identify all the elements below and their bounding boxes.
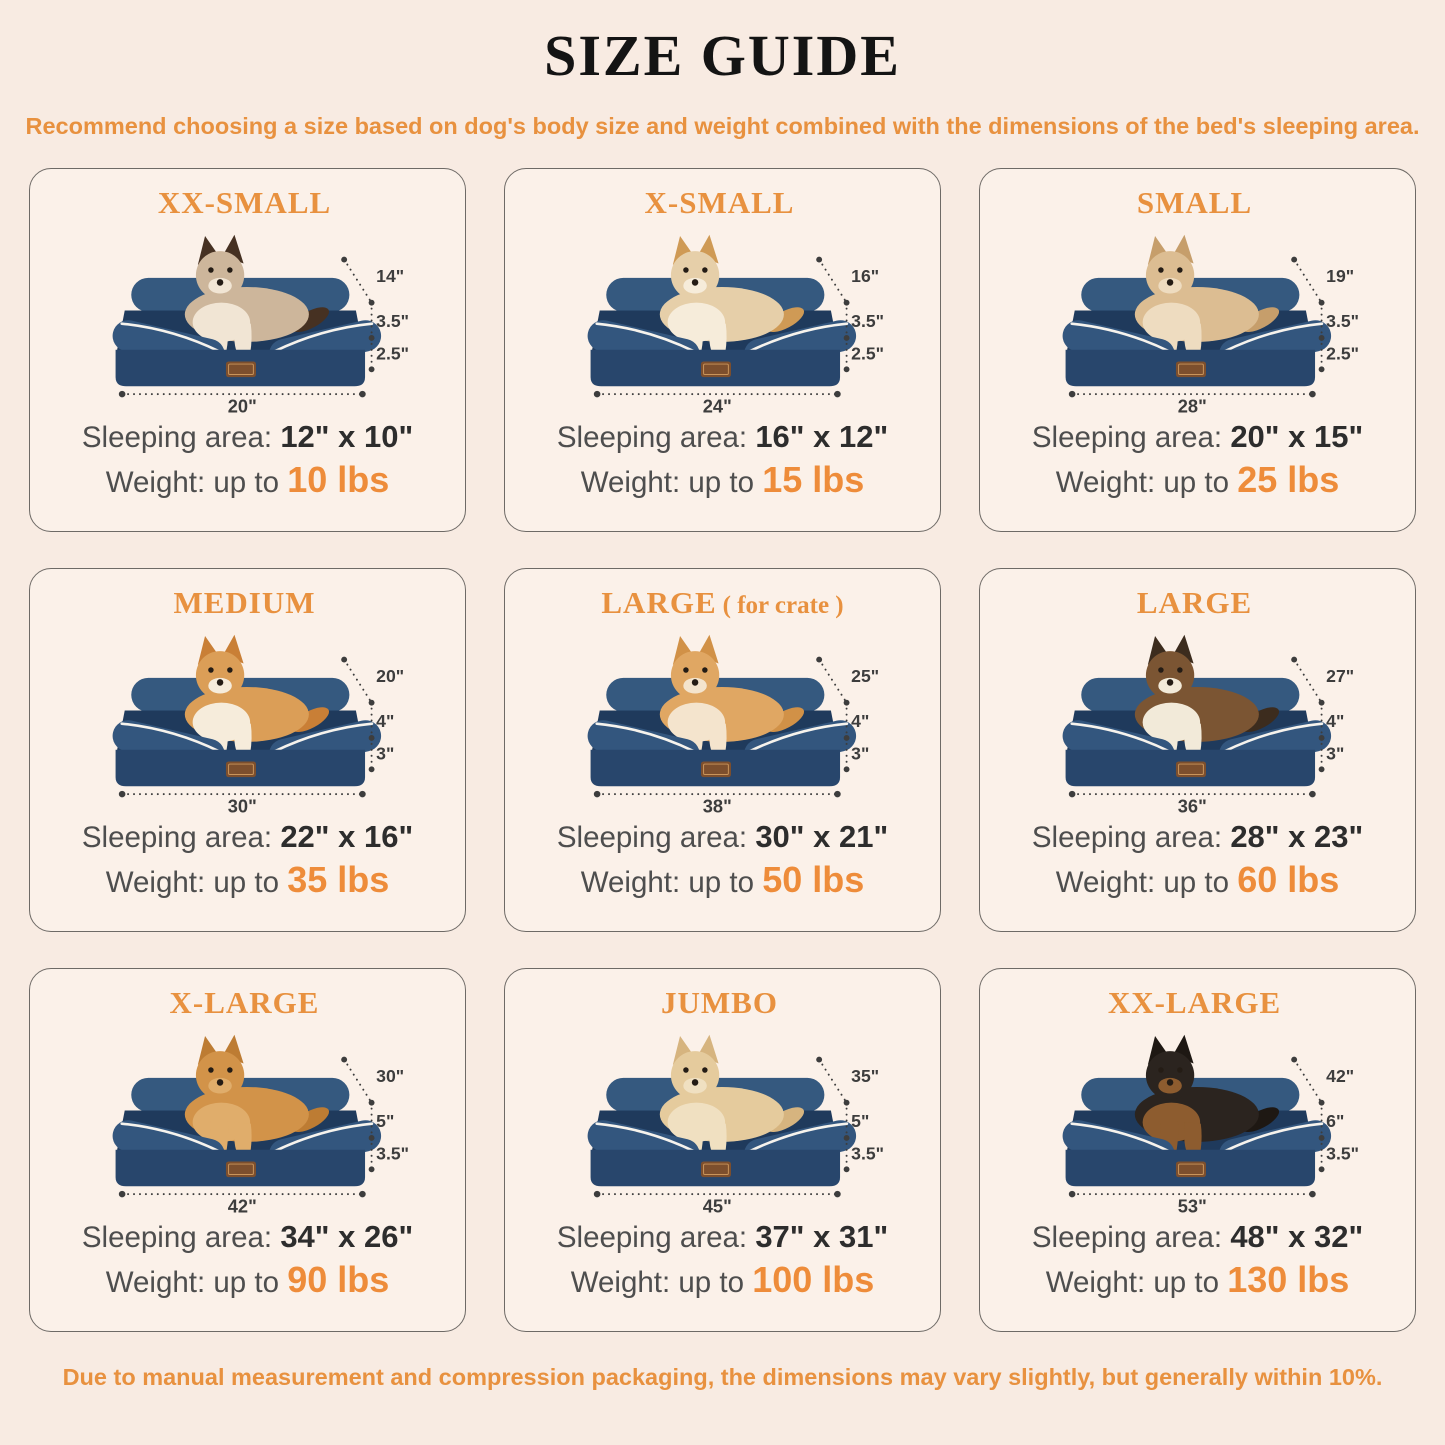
width-dimension-label: 53" [1177, 1195, 1207, 1215]
size-card-x-large [29, 968, 466, 1332]
sleeping-area-label: Sleeping area: [556, 821, 748, 854]
pet-eye-left [683, 267, 688, 272]
weight-label: Weight: [580, 866, 681, 899]
sleeping-area-line [557, 819, 888, 855]
width-dimension-label: 42" [227, 1195, 257, 1215]
pet-nose [692, 279, 699, 286]
pet-nose [1167, 1079, 1174, 1086]
size-card-grid [29, 168, 1416, 1332]
size-name-suffix: ( for crate ) [722, 592, 844, 619]
size-card-title [1137, 185, 1258, 221]
base-height-label: 3.5" [1326, 1143, 1360, 1164]
pet-eye-right [702, 1067, 707, 1072]
size-card-title [173, 585, 321, 621]
sleeping-area-label: Sleeping area: [81, 421, 273, 454]
up-to-label: up to [213, 1266, 280, 1299]
footer-note: Due to manual measurement and compression packaging, the dimensions may vary slightly, but generally within 10%. [62, 1364, 1383, 1390]
size-name: SMALL [1136, 185, 1253, 220]
pet-eye-left [683, 1067, 688, 1072]
pet-bed-illustration [515, 223, 930, 415]
weight-line [1056, 459, 1340, 501]
size-card-title [1108, 985, 1287, 1021]
weight-line [106, 459, 390, 501]
base-height-label: 3" [851, 743, 870, 764]
depth-dimension-label: 20" [376, 665, 405, 686]
sleeping-area-label: Sleeping area: [1031, 821, 1223, 854]
size-card-jumbo [504, 968, 941, 1332]
size-card-xx-small [29, 168, 466, 532]
pet-bed-illustration [990, 1023, 1405, 1215]
pet-eye-left [1158, 267, 1163, 272]
pet-eye-right [702, 267, 707, 272]
size-name: X-LARGE [169, 985, 320, 1020]
pet-nose [1167, 279, 1174, 286]
width-dimension-label: 28" [1177, 395, 1207, 415]
sleeping-area-label: Sleeping area: [556, 421, 748, 454]
base-height-label: 3.5" [376, 1143, 410, 1164]
depth-dimension-label: 14" [376, 265, 405, 286]
size-card-medium [29, 568, 466, 932]
pet-bed-illustration [515, 623, 930, 815]
up-to-label: up to [1153, 1266, 1219, 1299]
pet-eye-left [208, 1067, 213, 1072]
weight-label: Weight: [105, 466, 206, 499]
up-to-label: up to [678, 1266, 744, 1299]
pet-eye-left [208, 667, 213, 672]
sleeping-area-label: Sleeping area: [81, 1221, 273, 1254]
width-dimension-label: 38" [702, 795, 732, 815]
base-height-label: 2.5" [851, 343, 885, 364]
pet-eye-right [227, 667, 232, 672]
pet-eye-right [227, 267, 232, 272]
weight-line [1046, 1259, 1350, 1301]
sleeping-area-line [82, 1219, 413, 1255]
pet-nose [692, 1079, 699, 1086]
depth-dimension-label: 19" [1326, 265, 1355, 286]
depth-dimension-label: 35" [851, 1065, 880, 1086]
weight-label: Weight: [1045, 1266, 1146, 1299]
sleeping-area-line [82, 819, 413, 855]
sleeping-area-line [1032, 1219, 1363, 1255]
pet-bed-illustration [40, 623, 455, 815]
size-card-title [170, 985, 326, 1021]
bolster-height-label: 4" [1326, 710, 1345, 731]
sleeping-area-line [557, 1219, 888, 1255]
width-dimension-label: 24" [702, 395, 732, 415]
depth-dimension-label: 25" [851, 665, 880, 686]
size-card-x-small [504, 168, 941, 532]
up-to-label: up to [1163, 466, 1230, 499]
pet-eye-left [1158, 667, 1163, 672]
pet-nose [217, 1079, 224, 1086]
bolster-height-label: 3.5" [1326, 310, 1360, 331]
weight-line [106, 1259, 390, 1301]
depth-dimension-label: 30" [376, 1065, 405, 1086]
up-to-label: up to [213, 866, 280, 899]
pet-eye-left [208, 267, 213, 272]
weight-value: 10 lbs [287, 459, 390, 500]
size-card-title [1137, 585, 1258, 621]
sleeping-area-value: 22" x 16" [280, 819, 414, 854]
sleeping-area-value: 34" x 26" [280, 1219, 414, 1254]
size-name: MEDIUM [173, 585, 316, 620]
size-card-large-for-crate [504, 568, 941, 932]
pet-eye-right [1177, 667, 1182, 672]
weight-value: 100 lbs [752, 1259, 875, 1300]
base-height-label: 3" [376, 743, 395, 764]
weight-line [571, 1259, 875, 1301]
pet-nose [217, 679, 224, 686]
weight-line [1056, 859, 1340, 901]
weight-value: 130 lbs [1227, 1259, 1350, 1300]
up-to-label: up to [213, 466, 280, 499]
weight-value: 35 lbs [287, 859, 390, 900]
size-name: JUMBO [661, 985, 778, 1020]
pet-eye-right [227, 1067, 232, 1072]
pet-eye-right [1177, 267, 1182, 272]
bolster-height-label: 6" [1326, 1110, 1345, 1131]
sleeping-area-line [557, 419, 888, 455]
pet-eye-right [1177, 1067, 1182, 1072]
up-to-label: up to [1163, 866, 1230, 899]
page-title: SIZE GUIDE [544, 23, 901, 88]
sleeping-area-value: 37" x 31" [755, 1219, 889, 1254]
up-to-label: up to [688, 466, 755, 499]
page-subtitle: Recommend choosing a size based on dog's body size and weight combined with the dimensions of the bed's sleeping area. [25, 113, 1420, 139]
size-name: X-SMALL [644, 185, 795, 220]
weight-value: 50 lbs [762, 859, 865, 900]
bolster-height-label: 5" [376, 1110, 395, 1131]
weight-label: Weight: [570, 1266, 671, 1299]
sleeping-area-label: Sleeping area: [1031, 421, 1223, 454]
weight-value: 60 lbs [1237, 859, 1340, 900]
sleeping-area-line [1032, 819, 1363, 855]
base-height-label: 3.5" [851, 1143, 885, 1164]
pet-eye-left [683, 667, 688, 672]
width-dimension-label: 36" [1177, 795, 1207, 815]
sleeping-area-line [1032, 419, 1363, 455]
sleeping-area-value: 16" x 12" [755, 419, 889, 454]
base-height-label: 2.5" [376, 343, 410, 364]
pet-eye-left [1158, 1067, 1163, 1072]
up-to-label: up to [688, 866, 755, 899]
sleeping-area-label: Sleeping area: [1031, 1221, 1223, 1254]
pet-bed-illustration [990, 223, 1405, 415]
pet-nose [217, 279, 224, 286]
pet-bed-illustration [40, 223, 455, 415]
width-dimension-label: 45" [702, 1195, 732, 1215]
size-name: LARGE [601, 585, 717, 620]
weight-line [581, 459, 865, 501]
weight-line [581, 859, 865, 901]
size-name: LARGE [1136, 585, 1253, 620]
base-height-label: 2.5" [1326, 343, 1360, 364]
sleeping-area-value: 28" x 23" [1230, 819, 1364, 854]
sleeping-area-value: 20" x 15" [1230, 419, 1364, 454]
size-card-title [158, 185, 337, 221]
weight-line [106, 859, 390, 901]
sleeping-area-label: Sleeping area: [556, 1221, 748, 1254]
sleeping-area-value: 12" x 10" [280, 419, 414, 454]
weight-value: 15 lbs [762, 459, 865, 500]
size-card-xx-large [979, 968, 1416, 1332]
bolster-height-label: 5" [851, 1110, 870, 1131]
width-dimension-label: 20" [227, 395, 257, 415]
pet-bed-illustration [40, 1023, 455, 1215]
pet-nose [1167, 679, 1174, 686]
bolster-height-label: 4" [376, 710, 395, 731]
weight-label: Weight: [1055, 466, 1156, 499]
sleeping-area-label: Sleeping area: [81, 821, 273, 854]
weight-value: 25 lbs [1237, 459, 1340, 500]
weight-label: Weight: [105, 866, 206, 899]
depth-dimension-label: 42" [1326, 1065, 1355, 1086]
size-card-title [601, 585, 843, 621]
pet-eye-right [702, 667, 707, 672]
pet-nose [692, 679, 699, 686]
width-dimension-label: 30" [227, 795, 257, 815]
base-height-label: 3" [1326, 743, 1345, 764]
pet-bed-illustration [515, 1023, 930, 1215]
weight-label: Weight: [1055, 866, 1156, 899]
depth-dimension-label: 27" [1326, 665, 1355, 686]
bolster-height-label: 4" [851, 710, 870, 731]
sleeping-area-value: 30" x 21" [755, 819, 889, 854]
depth-dimension-label: 16" [851, 265, 880, 286]
size-card-large [979, 568, 1416, 932]
size-card-title [645, 185, 801, 221]
pet-bed-illustration [990, 623, 1405, 815]
size-card-title [661, 985, 784, 1021]
weight-value: 90 lbs [287, 1259, 390, 1300]
size-name: XX-SMALL [157, 185, 332, 220]
sleeping-area-value: 48" x 32" [1230, 1219, 1364, 1254]
bolster-height-label: 3.5" [376, 310, 410, 331]
size-name: XX-LARGE [1107, 985, 1282, 1020]
sleeping-area-line [82, 419, 413, 455]
bolster-height-label: 3.5" [851, 310, 885, 331]
size-card-small [979, 168, 1416, 532]
weight-label: Weight: [105, 1266, 206, 1299]
weight-label: Weight: [580, 466, 681, 499]
